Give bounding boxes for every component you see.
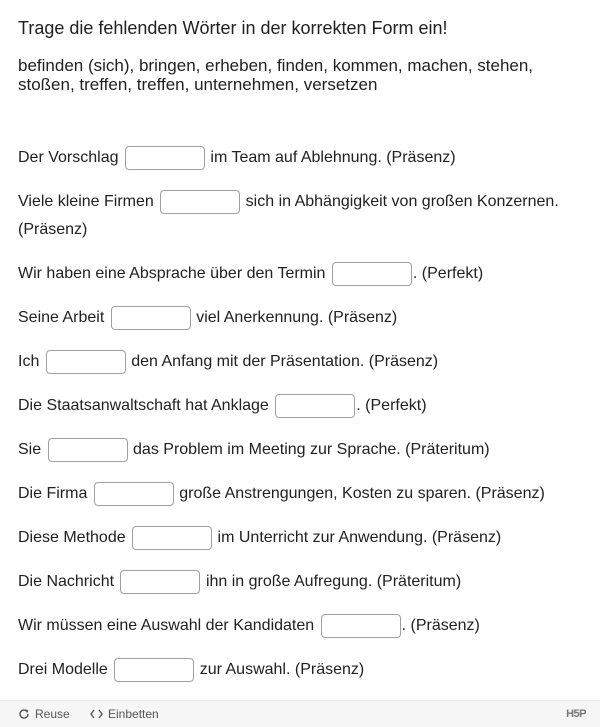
task-intro (18, 18, 588, 94)
sentence-text-after: im Team auf Ablehnung. (Präsenz) (210, 149, 456, 166)
sentence-text-before: Die Nachricht (18, 573, 115, 590)
reuse-button[interactable] (18, 701, 70, 727)
sentence-8 (18, 480, 588, 508)
sentence-text-before: Die Staatsanwaltschaft hat Anklage (18, 397, 269, 414)
sentence-text-after: . (Präsenz) (401, 617, 480, 634)
blank-input-6[interactable] (275, 394, 355, 418)
sentence-text-before: Der Vorschlag (18, 149, 119, 166)
word-list: befinden (sich), bringen, erheben, finden, kommen, machen, stehen, stoßen, treffen, treffen, unternehmen, versetzen (18, 56, 534, 94)
code-icon (90, 709, 103, 719)
blank-input-4[interactable] (111, 306, 191, 330)
footer-bar (0, 700, 600, 727)
sentence-7 (18, 436, 588, 464)
blank-input-9[interactable] (132, 526, 212, 550)
embed-label: Einbetten (108, 707, 159, 721)
sentence-text-after: zur Auswahl. (Präsenz) (199, 661, 365, 678)
blank-input-1[interactable] (125, 146, 205, 170)
sentence-text-after: den Anfang mit der Präsentation. (Präsenz) (131, 353, 439, 370)
sentence-11 (18, 612, 588, 640)
sentence-3 (18, 260, 588, 288)
reuse-icon (18, 708, 30, 720)
sentence-text-after: sich in Abhängigkeit von großen Konzernen. (Präsenz) (18, 193, 559, 238)
sentence-text-before: Viele kleine Firmen (18, 193, 154, 210)
sentence-text-after: viel Anerkennung. (Präsenz) (196, 309, 398, 326)
sentence-12 (18, 656, 588, 684)
sentence-text-before: Die Firma (18, 485, 88, 502)
task-title: Trage die fehlenden Wörter in der korrekten Form ein! (18, 18, 448, 38)
sentence-10 (18, 568, 588, 596)
sentence-text-before: Wir müssen eine Auswahl der Kandidaten (18, 617, 315, 634)
sentence-4 (18, 304, 588, 332)
blank-input-5[interactable] (46, 350, 126, 374)
sentence-5 (18, 348, 588, 376)
sentence-text-before: Ich (18, 353, 40, 370)
sentence-9 (18, 524, 588, 552)
sentence-text-after: das Problem im Meeting zur Sprache. (Präteritum) (133, 441, 490, 458)
sentence-text-after: im Unterricht zur Anwendung. (Präsenz) (217, 529, 502, 546)
sentence-text-before: Drei Modelle (18, 661, 108, 678)
sentence-text-after: große Anstrengungen, Kosten zu sparen. (Präsenz) (179, 485, 545, 502)
sentence-text-before: Diese Methode (18, 529, 126, 546)
sentence-text-after: . (Perfekt) (412, 265, 484, 282)
sentence-text-after: . (Perfekt) (356, 397, 427, 414)
sentence-1 (18, 144, 588, 172)
sentence-text-after: ihn in große Aufregung. (Präteritum) (205, 573, 462, 590)
sentence-2 (18, 188, 588, 244)
blank-input-11[interactable] (321, 614, 401, 638)
sentence-text-before: Wir haben eine Absprache über den Termin (18, 265, 326, 282)
blank-input-7[interactable] (48, 438, 128, 462)
sentence-text-before: Seine Arbeit (18, 309, 105, 326)
embed-button[interactable] (90, 701, 159, 727)
blank-input-3[interactable] (332, 262, 412, 286)
reuse-label: Reuse (35, 707, 70, 721)
h5p-logo[interactable]: H5P (566, 708, 586, 720)
blank-input-12[interactable] (114, 658, 194, 682)
blank-input-10[interactable] (120, 570, 200, 594)
sentence-text-before: Sie (18, 441, 42, 458)
blank-input-2[interactable] (160, 190, 240, 214)
blank-input-8[interactable] (94, 482, 174, 506)
sentence-6 (18, 392, 588, 420)
